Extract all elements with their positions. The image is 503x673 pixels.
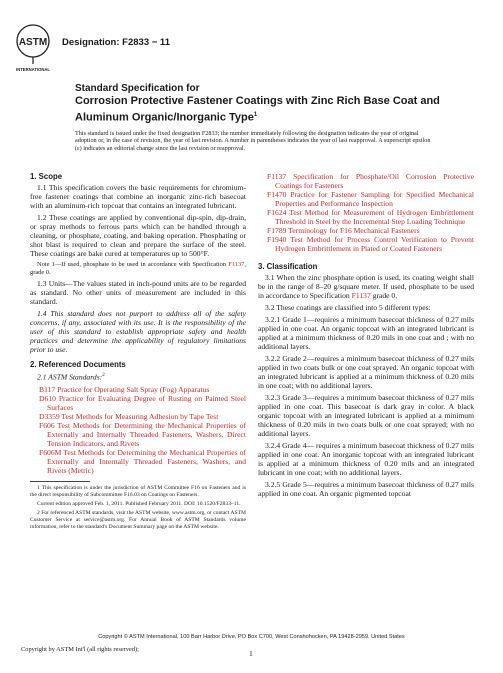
reference-item [39, 420, 246, 448]
reference-code-link[interactable]: F1940 [267, 235, 287, 244]
reference-item [39, 411, 246, 421]
reference-title[interactable]: Test Method for Measurement of Hydrogen Embrittlement Threshold in Steel by the Incremental Step Loading Technique [275, 208, 474, 226]
reference-code-link[interactable]: F1137 [267, 172, 287, 181]
astm-standards-label: 2.1 ASTM Standards: [37, 372, 103, 382]
note-1-ref-link[interactable]: F1137 [228, 261, 245, 268]
right-column [258, 172, 474, 501]
note-1 [30, 261, 246, 276]
classification-3-1-tail: grade 0. [370, 291, 398, 300]
reference-code-link[interactable]: F1470 [267, 190, 287, 199]
classification-3-1-text: 3.1 When the zinc phosphate option is used, its coating weight shall be in the range of 8–20 g/square meter. If used, phosphate to be used in accordance to Specification [258, 273, 474, 300]
classification-3-2-3: 3.2.3 Grade 3—requires a minimum basecoat thickness of 0.27 mils applied in one coat. This basecoat is dark gray in color. A black organic topcoat with an integrated lubricant is applied at a minimum thickness of 0.20 mils in two coats bulk or one coat sprayed; with no additional layers. [258, 393, 474, 438]
left-column [30, 172, 246, 533]
note-1-tail: , grade 0. [30, 261, 246, 276]
designation-notice: This standard is issued under the fixed designation F2833; the number immediately following the designation indicates the year of original adoption or, in the case of revision, the year of last revision. A number in parentheses indicates the year of last reapproval. A superscript epsilon (ε) indicates an editorial change since the last revision or reapproval. [75, 129, 431, 152]
classification-3-2-2: 3.2.2 Grade 2—requires a minimum basecoat thickness of 0.27 mils applied in two coats bulk or one coat sprayed. An organic topcoat with an integrated lubricant is applied at a minimum thickness of 0.20 mils in one coat; with no additional layers. [258, 354, 474, 390]
classification-3-2-4: 3.2.4 Grade 4— requires a minimum basecoat thickness of 0.27 mils applied in one coat. An inorganic topcoat with an integrated lubricant is applied at a minimum thickness of 0.20 mils and an integrated lubricant in one coat; with no additional layers. [258, 441, 474, 477]
reference-code-link[interactable]: B117 [39, 384, 56, 394]
footnote-1: 1 This specification is under the jurisdiction of ASTM Committee F16 on Fasteners and is the direct responsibility of Subcommittee F16.03 on Coatings on Fasteners. [30, 484, 246, 498]
copyright-notice: Copyright © ASTM International, 100 Barr Harbor Drive, PO Box C700, West Conshohocken, PA 19428-2959. United States [98, 634, 405, 640]
astm-logo [15, 23, 51, 77]
scope-1-3: 1.3 Units—The values stated in inch-pound units are to be regarded as standard. No other units of measurement are included in this standard. [30, 279, 246, 307]
reference-item [267, 172, 474, 190]
reference-title[interactable]: Test Methods for Measuring Adhesion by Tape Test [59, 411, 219, 421]
reference-title[interactable]: Specification for Phosphate/Oil Corrosion Protective Coatings for Fasteners [275, 172, 474, 190]
footnote-2: 2 For referenced ASTM standards, visit the ASTM website, www.astm.org, or contact ASTM Customer Service at service@astm.org. For Annual Book of ASTM Standards volume information, refer to the standard's Document Summary page on the ASTM website. [30, 509, 246, 530]
reference-title[interactable]: Practice for Evaluating Degree of Rusting on Painted Steel Surfaces [47, 393, 246, 412]
classification-heading: 3. Classification [258, 262, 318, 271]
reference-title[interactable]: Practice for Fastener Sampling for Specified Mechanical Properties and Performance Inspection [275, 190, 474, 208]
reference-code-link[interactable]: F1624 [267, 208, 287, 217]
classification-3-2-1: 3.2.1 Grade 1—requires a minimum basecoat thickness of 0.27 mils applied in one coat. An organic topcoat with an integrated lubricant is applied at a minimum thickness of 0.20 mils in one coat and ; with no additional layers. [258, 315, 474, 351]
logo-text: INTERNATIONAL [16, 67, 50, 72]
reference-code-link[interactable]: D610 [39, 393, 56, 403]
classification-3-1 [258, 273, 474, 300]
referenced-documents-heading: 2. Referenced Documents [30, 360, 126, 370]
reference-item [39, 447, 246, 475]
classification-3-2: 3.2 These coatings are classified into 5 different types: [265, 303, 431, 312]
logo-letters: ASTM [18, 37, 48, 48]
astm-standards-footnote-marker: 2 [102, 373, 105, 379]
reference-item [267, 235, 474, 253]
reference-code-link[interactable]: F606 [39, 420, 55, 430]
title-block [75, 83, 475, 152]
reference-title[interactable]: Test Method for Process Control Verification to Prevent Hydrogen Embrittlement in Plated or Coated Fasteners [275, 235, 474, 253]
document-title [75, 95, 475, 125]
reference-code-link[interactable]: F1789 [267, 226, 287, 235]
page-number: 1 [249, 649, 253, 658]
reference-code-link[interactable]: D3359 [39, 411, 60, 421]
reference-title[interactable]: Terminology for F16 Mechanical Fasteners [286, 226, 420, 235]
astm-standards-subheading [30, 371, 246, 382]
classification-3-2-5: 3.2.5 Grade 5—requires a minimum basecoat thickness of 0.27 mils applied in one coat. An organic pigmented topcoat [258, 480, 474, 498]
title-footnote-marker: 1 [253, 111, 258, 118]
reference-list-left [30, 385, 246, 475]
scope-1-2: 1.2 These coatings are applied by conventional dip-spin, dip-drain, or spray methods to ferrous parts which can be handled through a cleaning, or phosphate, coating, and baking operation. Phosphating or shot blast is required to clean and prepare the surface of the steel. These coatings are bake cured at temperatures up to 500°F. [30, 213, 246, 258]
classification-3-1-ref-link[interactable]: F1137 [351, 291, 371, 300]
reference-item [39, 384, 246, 394]
scope-1-4: 1.4 This standard does not purport to address all of the safety concerns, if any, associated with its use. It is the responsibility of the user of this standard to establish appropriate safety and health practices and determine the applicability of regulatory limitations prior to use. [30, 309, 246, 355]
standard-specification-label: Standard Specification for [75, 83, 200, 94]
designation: Designation: F2833 − 11 [62, 37, 170, 48]
license-notice: Copyright by ASTM Int'l (all rights reserved); [21, 646, 139, 653]
reference-title[interactable]: Test Methods for Determining the Mechanical Properties of Externally and Internally Threaded Fasteners, Washers, Direct Tension Indicators, and Rivets [47, 420, 246, 448]
scope-1-1: 1.1 This specification covers the basic requirements for chromium-free fastener coatings that combine an inorganic zinc-rich basecoat with an aluminum-rich topcoat that contains an integrated lubricant. [30, 183, 246, 210]
title-text: Corrosion Protective Fastener Coatings with Zinc Rich Base Coat and Aluminum Organic/Inorganic Type [75, 95, 440, 124]
reference-list-right [258, 172, 474, 253]
reference-item [267, 226, 474, 235]
scope-heading: 1. Scope [30, 172, 63, 181]
footnote-1-edition: Current edition approved Feb. 1, 2011. Published February 2011. DOI: 10.1520/F2833–11. [37, 500, 241, 507]
reference-title[interactable]: Test Methods for Determining the Mechanical Properties of Externally and Internally Threaded Fasteners, Washers, and Rivets (Metric) [47, 447, 246, 475]
note-1-text: Note 1—If used, phosphate to be used in accordance with Specification [37, 261, 229, 268]
footnote-divider [30, 481, 90, 482]
reference-item [39, 393, 246, 412]
reference-code-link[interactable]: F606M [39, 447, 62, 457]
reference-item [267, 208, 474, 226]
reference-item [267, 190, 474, 208]
reference-title[interactable]: Practice for Operating Salt Spray (Fog) Apparatus [55, 384, 210, 394]
